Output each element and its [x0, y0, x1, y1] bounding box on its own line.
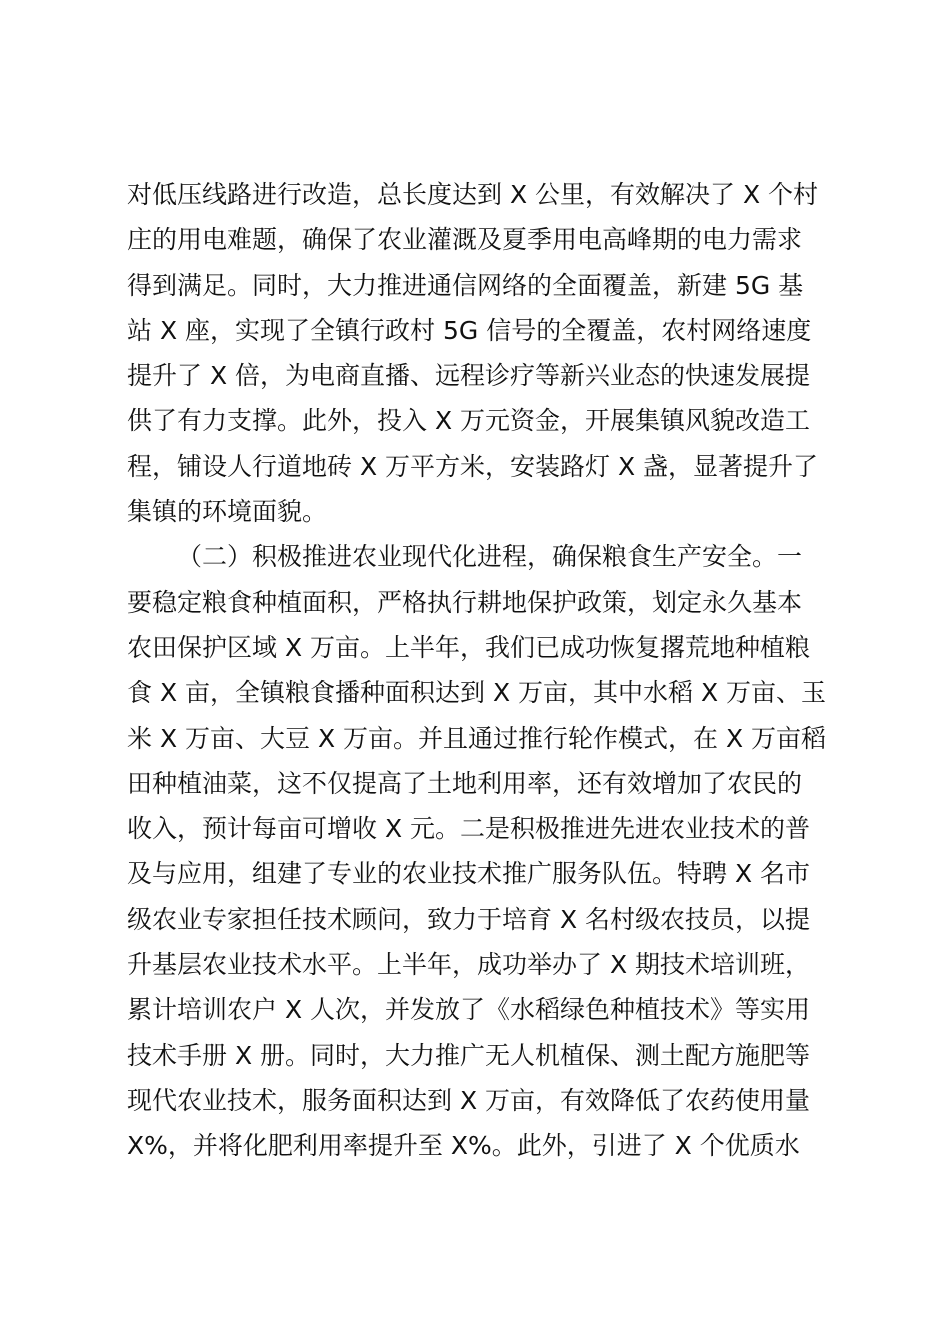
text-line: 升基层农业技术水平。上半年，成功举办了 X 期技术培训班，	[127, 950, 811, 980]
text-line: X%，并将化肥利用率提升至 X%。此外，引进了 X 个优质水	[127, 1131, 800, 1161]
text-line: 庄的用电难题，确保了农业灌溉及夏季用电高峰期的电力需求	[127, 225, 803, 255]
text-line: 食 X 亩，全镇粮食播种面积达到 X 万亩，其中水稻 X 万亩、玉	[127, 678, 827, 708]
text-line: 提升了 X 倍，为电商直播、远程诊疗等新兴业态的快速发展提	[127, 361, 811, 391]
paragraph-agriculture	[127, 534, 827, 1168]
text-line: 田种植油菜，这不仅提高了土地利用率，还有效增加了农民的	[127, 768, 803, 798]
text-line: 级农业专家担任技术顾问，致力于培育 X 名村级农技员，以提	[127, 904, 811, 934]
text-line: 农田保护区域 X 万亩。上半年，我们已成功恢复撂荒地种植粮	[127, 632, 811, 662]
paragraph-infrastructure	[127, 172, 827, 534]
text-line: 现代农业技术，服务面积达到 X 万亩，有效降低了农药使用量	[127, 1085, 811, 1115]
text-line: 米 X 万亩、大豆 X 万亩。并且通过推行轮作模式，在 X 万亩稻	[127, 723, 827, 753]
text-line: 站 X 座，实现了全镇行政村 5G 信号的全覆盖，农村网络速度	[127, 315, 812, 345]
text-line: 供了有力支撑。此外，投入 X 万元资金，开展集镇风貌改造工	[127, 406, 811, 436]
text-line: 对低压线路进行改造，总长度达到 X 公里，有效解决了 X 个村	[127, 180, 819, 209]
text-line: 程，铺设人行道地砖 X 万平方米，安装路灯 X 盏，显著提升了	[127, 451, 819, 481]
text-line: 得到满足。同时，大力推进通信网络的全面覆盖，新建 5G 基	[127, 270, 804, 300]
text-line: 技术手册 X 册。同时，大力推广无人机植保、测土配方施肥等	[127, 1040, 811, 1070]
text-line: 及与应用，组建了专业的农业技术推广服务队伍。特聘 X 名市	[127, 859, 811, 889]
text-line: 要稳定粮食种植面积，严格执行耕地保护政策，划定永久基本	[127, 587, 803, 617]
section-heading-line: （二）积极推进农业现代化进程，确保粮食生产安全。一	[177, 542, 803, 572]
document-body	[127, 172, 827, 1169]
text-line: 收入，预计每亩可增收 X 元。二是积极推进先进农业技术的普	[127, 814, 811, 844]
text-line: 集镇的环境面貌。	[127, 497, 328, 527]
text-line: 累计培训农户 X 人次，并发放了《水稻绿色种植技术》等实用	[127, 995, 811, 1025]
